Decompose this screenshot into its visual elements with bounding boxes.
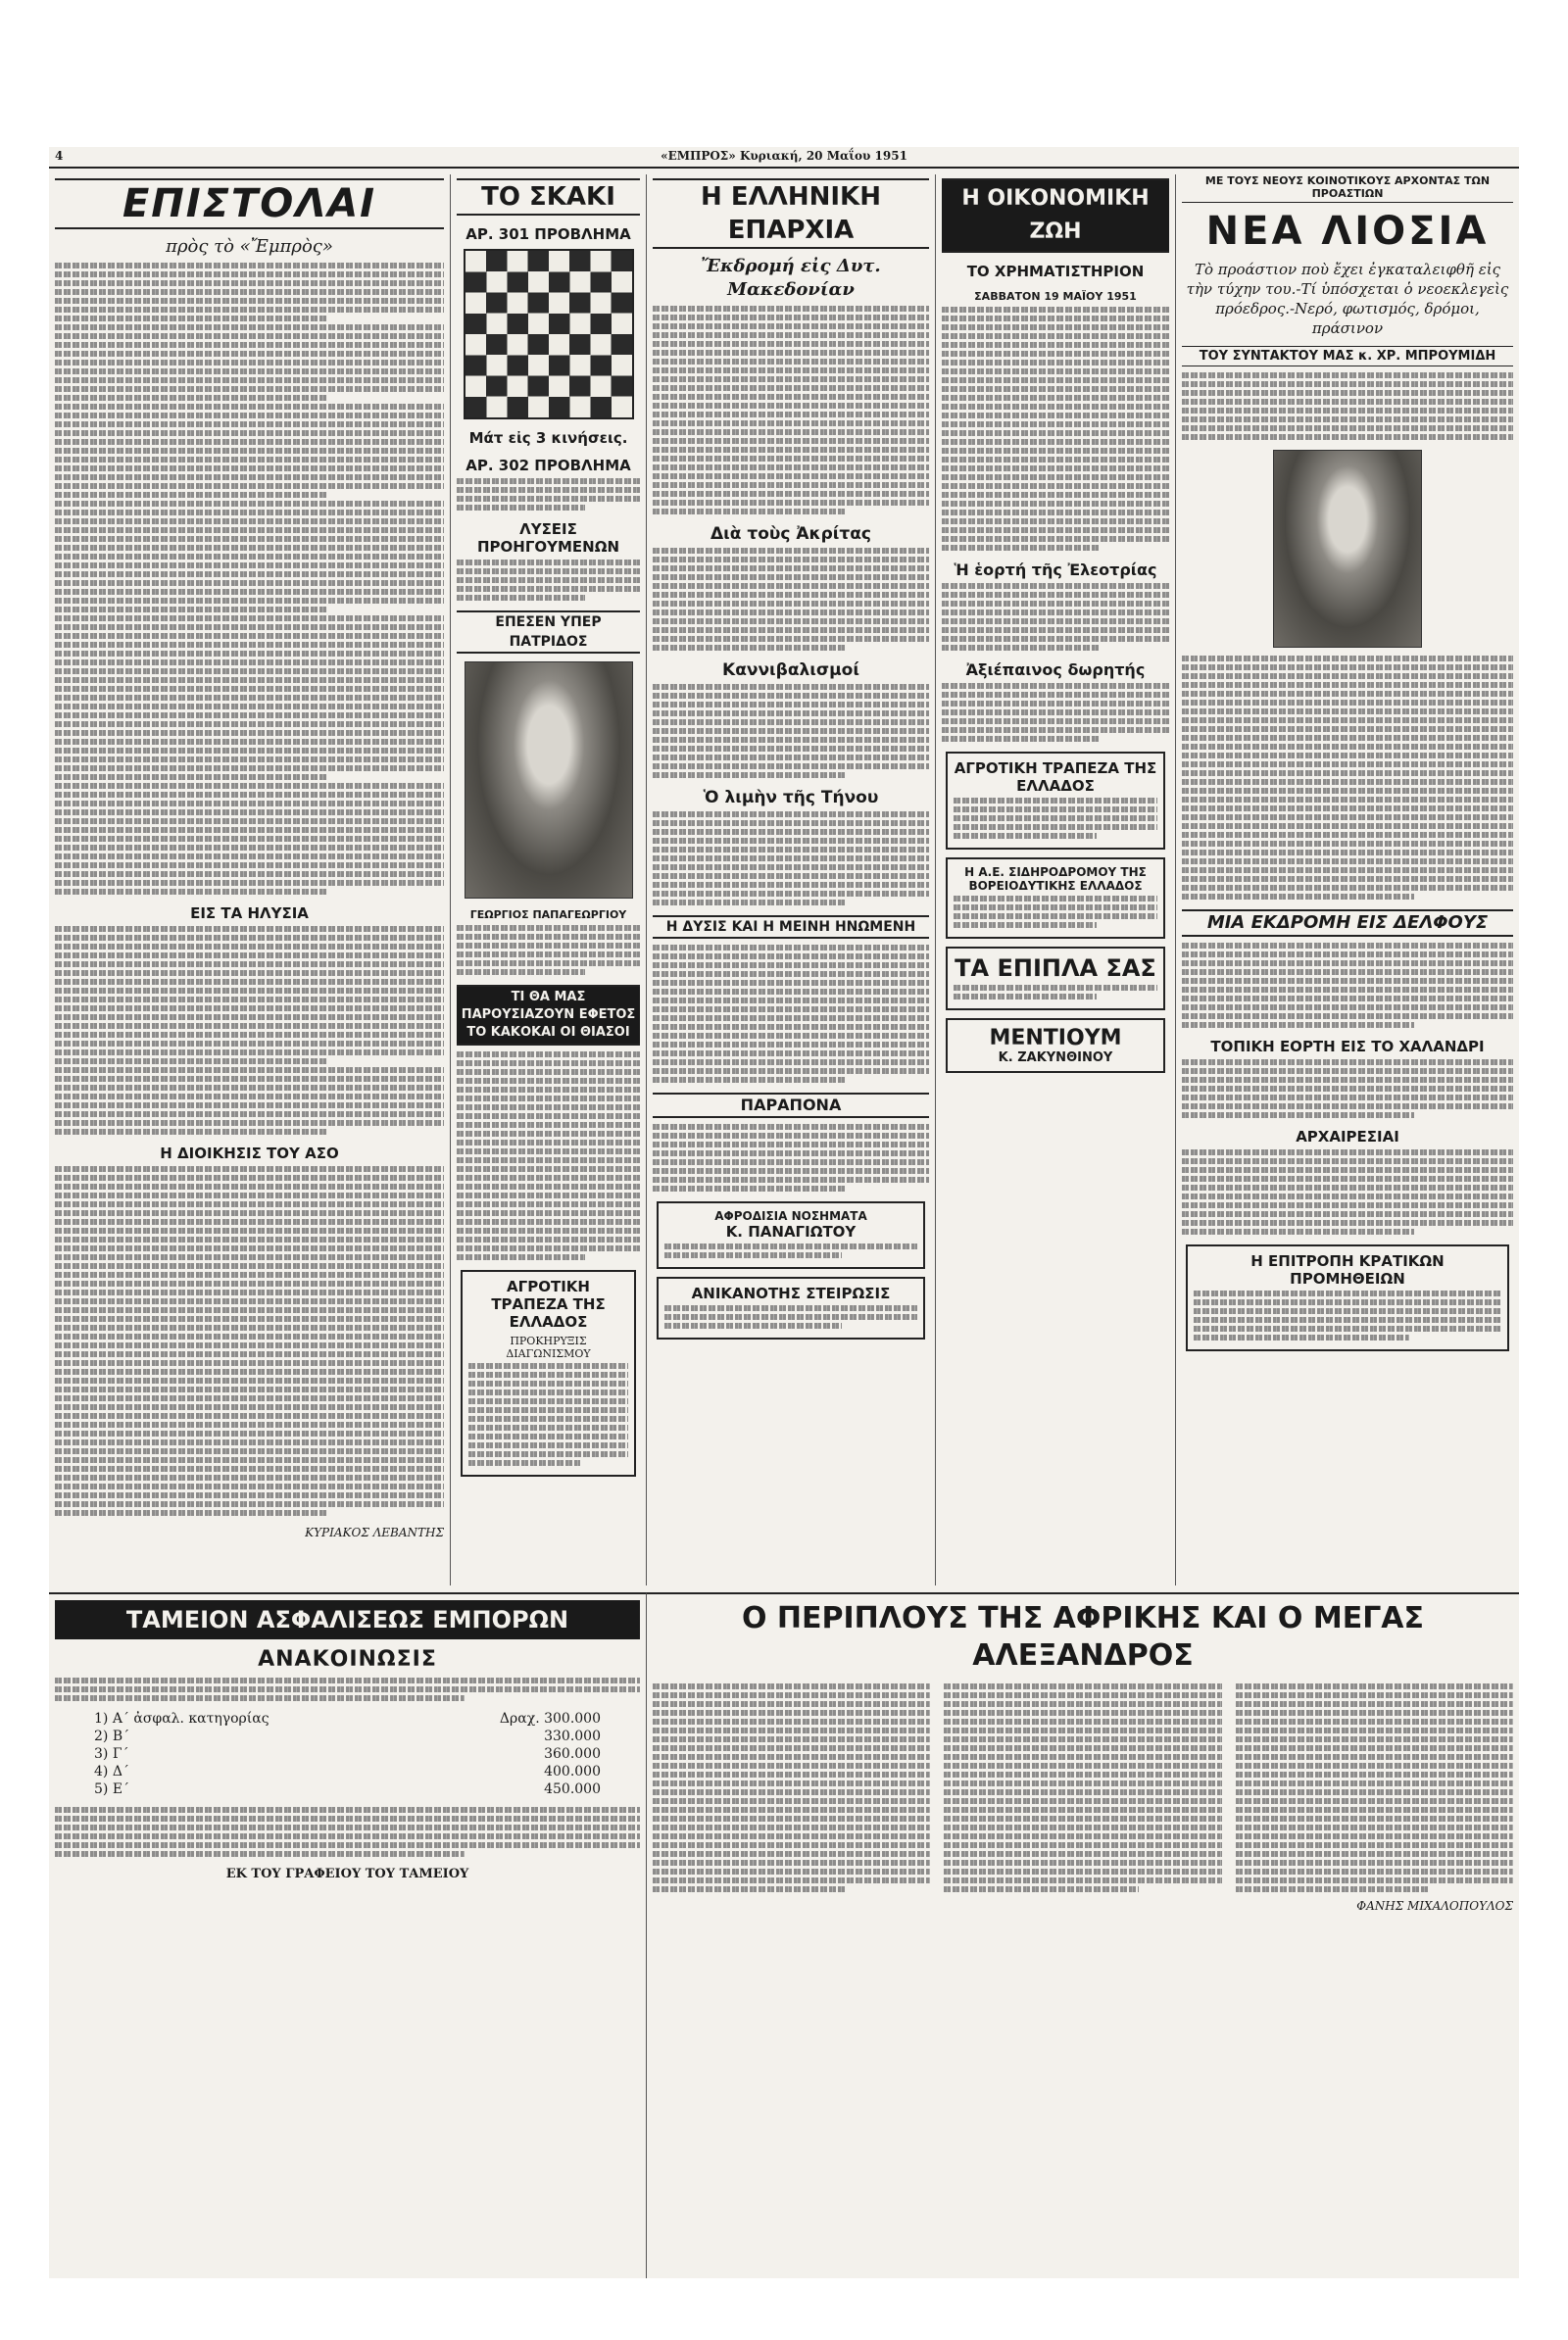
insurance-banner: ΤΑΜΕΙΟΝ ΑΣΦΑΛΙΣΕΩΣ ΕΜΠΟΡΩΝ	[55, 1600, 640, 1639]
section-donor: Ἀξιέπαινος δωρητής	[965, 660, 1146, 679]
procurement-box	[1186, 1244, 1509, 1351]
chess-problem-2: ΑΡ. 302 ΠΡΟΒΛΗΜΑ	[466, 457, 631, 474]
elections-head: ΑΡΧΑΙΡΕΣΙΑΙ	[1296, 1128, 1399, 1146]
insurance-notice	[49, 1592, 647, 2278]
mentioum-ad	[946, 1018, 1165, 1073]
nea-liosia-subtitle: Τὸ προάστιον ποὺ ἔχει ἐγκαταλειφθῆ εἰς τὴν τύχην του.-Τί ὑπόσχεται ὁ νεοεκλεγεὶς πρόεδρος.-Νερό, φωτισμός, δρόμοι, πράσινον	[1186, 261, 1509, 337]
sterility-ad	[657, 1277, 925, 1340]
letters-signature: ΚΥΡΙΑΚΟΣ ΛΕΒΑΝΤΗΣ	[305, 1526, 444, 1539]
section-cannibalism: Καννιβαλισμοί	[722, 660, 859, 680]
letters-body	[55, 263, 444, 895]
furniture-ad	[946, 947, 1165, 1010]
section-tinos: Ὁ λιμὴν τῆς Τήνου	[703, 788, 879, 807]
section-elysia: ΕΙΣ ΤΑ ΗΛΥΣΙΑ	[190, 904, 309, 922]
section-feast: Ἡ ἑορτή τῆς Ἐλεοτρίας	[954, 561, 1157, 579]
fallen-head: ΕΠΕΣΕΝ ΥΠΕΡ ΠΑΤΡΙΔΟΣ	[457, 610, 640, 654]
insurance-row: 3) Γ΄ 360.000	[94, 1746, 601, 1762]
procurement-title: Η ΕΠΙΤΡΟΠΗ ΚΡΑΤΙΚΩΝ ΠΡΟΜΗΘΕΙΩΝ	[1250, 1252, 1445, 1288]
portrait-photo	[465, 661, 633, 899]
economy-subtitle: ΤΟ ΧΡΗΜΑΤΙΣΤΗΡΙΟΝ	[966, 263, 1145, 280]
column-nea-liosia	[1176, 174, 1519, 1585]
nea-liosia-title: ΝΕΑ ΛΙΟΣΙΑ	[1205, 209, 1490, 254]
theatre-head: ΤΙ ΘΑ ΜΑΣ ΠΑΡΟΥΣΙΑΖΟΥΝ ΕΦΕΤΟΣ ΤΟ ΚΑΚΟΚΑΙ ΟΙ ΘΙΑΣΟΙ	[457, 985, 640, 1046]
chess-solutions: ΛΥΣΕΙΣ ΠΡΟΗΓΟΥΜΕΝΩΝ	[476, 520, 620, 556]
nea-liosia-strip: ΜΕ ΤΟΥΣ ΝΕΟΥΣ ΚΟΙΝΟΤΙΚΟΥΣ ΑΡΧΟΝΤΑΣ ΤΩΝ ΠΡΟΑΣΤΙΩΝ	[1182, 174, 1513, 203]
railway-ad	[946, 857, 1165, 939]
province-title: Η ΕΛΛΗΝΙΚΗ ΕΠΑΡΧΙΑ	[653, 178, 929, 249]
africa-headline: Ο ΠΕΡΙΠΛΟΥΣ ΤΗΣ ΑΦΡΙΚΗΣ ΚΑΙ Ο ΜΕΓΑΣ ΑΛΕΞΑΝΔΡΟΣ	[741, 1601, 1425, 1673]
agrotiki-ad	[461, 1270, 636, 1477]
province-subtitle: Ἔκδρομή εἰς Δυτ. Μακεδονίαν	[701, 256, 881, 300]
sterility-ad-title: ΑΝΙΚΑΝΟΤΗΣ ΣΤΕΙΡΩΣΙΣ	[691, 1285, 891, 1302]
insurance-footer: ΕΚ ΤΟΥ ΓΡΑΦΕΙΟΥ ΤΟΥ ΤΑΜΕΙΟΥ	[225, 1867, 469, 1881]
panagiotou-ad-name: Κ. ΠΑΝΑΓΙΩΤΟΥ	[725, 1223, 857, 1241]
nea-liosia-author: ΤΟΥ ΣΥΝΤΑΚΤΟΥ ΜΑΣ κ. ΧΡ. ΜΠΡΟΥΜΙΔΗ	[1182, 346, 1513, 366]
agrotiki-ad-2-title: ΑΓΡΟΤΙΚΗ ΤΡΑΠΕΖΑ ΤΗΣ ΕΛΛΑΔΟΣ	[954, 759, 1157, 795]
agrotiki-ad-2	[946, 752, 1165, 850]
chalandri-head: ΤΟΠΙΚΗ ΕΟΡΤΗ ΕΙΣ ΤΟ ΧΑΛΑΝΔΡΙ	[1210, 1038, 1485, 1055]
chess-mate-note: Μάτ εἰς 3 κινήσεις.	[468, 429, 628, 447]
section-west: Η ΔΥΣΙΣ ΚΑΙ Η ΜΕΙΝΗ ΗΝΩΜΕΝΗ	[653, 915, 929, 939]
chessboard-diagram	[464, 249, 634, 419]
chess-problem-1: ΑΡ. 301 ΠΡΟΒΛΗΜΑ	[466, 225, 631, 243]
newspaper-page	[49, 147, 1519, 2278]
insurance-row: 1) Α΄ ἀσφαλ. κατηγορίας Δραχ. 300.000	[94, 1711, 601, 1727]
insurance-row: 2) Β΄ 330.000	[94, 1729, 601, 1744]
column-letters	[49, 174, 451, 1585]
insurance-row: 4) Δ΄ 400.000	[94, 1764, 601, 1779]
masthead-text: «ΕΜΠΡΟΣ» Κυριακή, 20 Μαΐου 1951	[661, 149, 907, 163]
letters-title: ΕΠΙΣΤΟΛΑΙ	[55, 178, 444, 229]
column-province	[647, 174, 936, 1585]
panagiotou-ad-title: ΑΦΡΟΔΙΣΙΑ ΝΟΣΗΜΑΤΑ	[714, 1209, 867, 1223]
economy-title: Η ΟΙΚΟΝΟΜΙΚΗ ΖΩΗ	[942, 178, 1169, 253]
letters-subtitle: πρὸς τὸ «Ἔμπρὸς»	[166, 236, 333, 257]
masthead	[49, 147, 1519, 169]
insurance-row: 5) Ε΄ 450.000	[94, 1781, 601, 1797]
economy-date: ΣΑΒΒΑΤΟΝ 19 ΜΑΪΟΥ 1951	[974, 290, 1137, 303]
column-economy	[936, 174, 1176, 1585]
section-aso: Η ΔΙΟΙΚΗΣΙΣ ΤΟΥ ΑΣΟ	[160, 1145, 339, 1162]
delphi-head: ΜΙΑ ΕΚΔΡΟΜΗ ΕΙΣ ΔΕΛΦΟΥΣ	[1182, 909, 1513, 937]
agrotiki-ad-sub: ΠΡΟΚΗΡΥΞΙΣ ΔΙΑΓΩΝΙΣΜΟΥ	[506, 1335, 591, 1360]
mentioum-ad-title: ΜΕΝΤΙΟΥΜ	[989, 1026, 1122, 1050]
railway-ad-title: Η Α.Ε. ΣΙΔΗΡΟΔΡΟΜΟΥ ΤΗΣ ΒΟΡΕΙΟΔΥΤΙΚΗΣ ΕΛΛΑΔΟΣ	[964, 865, 1147, 893]
section-complaints: ΠΑΡΑΠΟΝΑ	[653, 1093, 929, 1118]
mentioum-ad-name: Κ. ΖΑΚΥΝΘΙΝΟΥ	[998, 1050, 1113, 1065]
section-akritas: Διὰ τοὺς Ἀκρίτας	[710, 524, 871, 544]
insurance-notice-title: ΑΝΑΚΟΙΝΩΣΙΣ	[258, 1647, 437, 1672]
column-chess	[451, 174, 647, 1585]
mayor-photo	[1273, 450, 1422, 648]
furniture-ad-title: ΤΑ ΕΠΙΠΛΑ ΣΑΣ	[955, 954, 1156, 982]
panagiotou-ad	[657, 1201, 925, 1269]
page-number: 4	[55, 149, 64, 163]
portrait-caption: ΓΕΩΡΓΙΟΣ ΠΑΠΑΓΕΩΡΓΙΟΥ	[469, 908, 627, 921]
agrotiki-ad-title: ΑΓΡΟΤΙΚΗ ΤΡΑΠΕΖΑ ΤΗΣ ΕΛΛΑΔΟΣ	[491, 1278, 606, 1331]
africa-article	[647, 1592, 1519, 2278]
africa-signature: ΦΑΝΗΣ ΜΙΧΑΛΟΠΟΥΛΟΣ	[1356, 1899, 1513, 1913]
chess-title: ΤΟ ΣΚΑΚΙ	[457, 178, 640, 216]
